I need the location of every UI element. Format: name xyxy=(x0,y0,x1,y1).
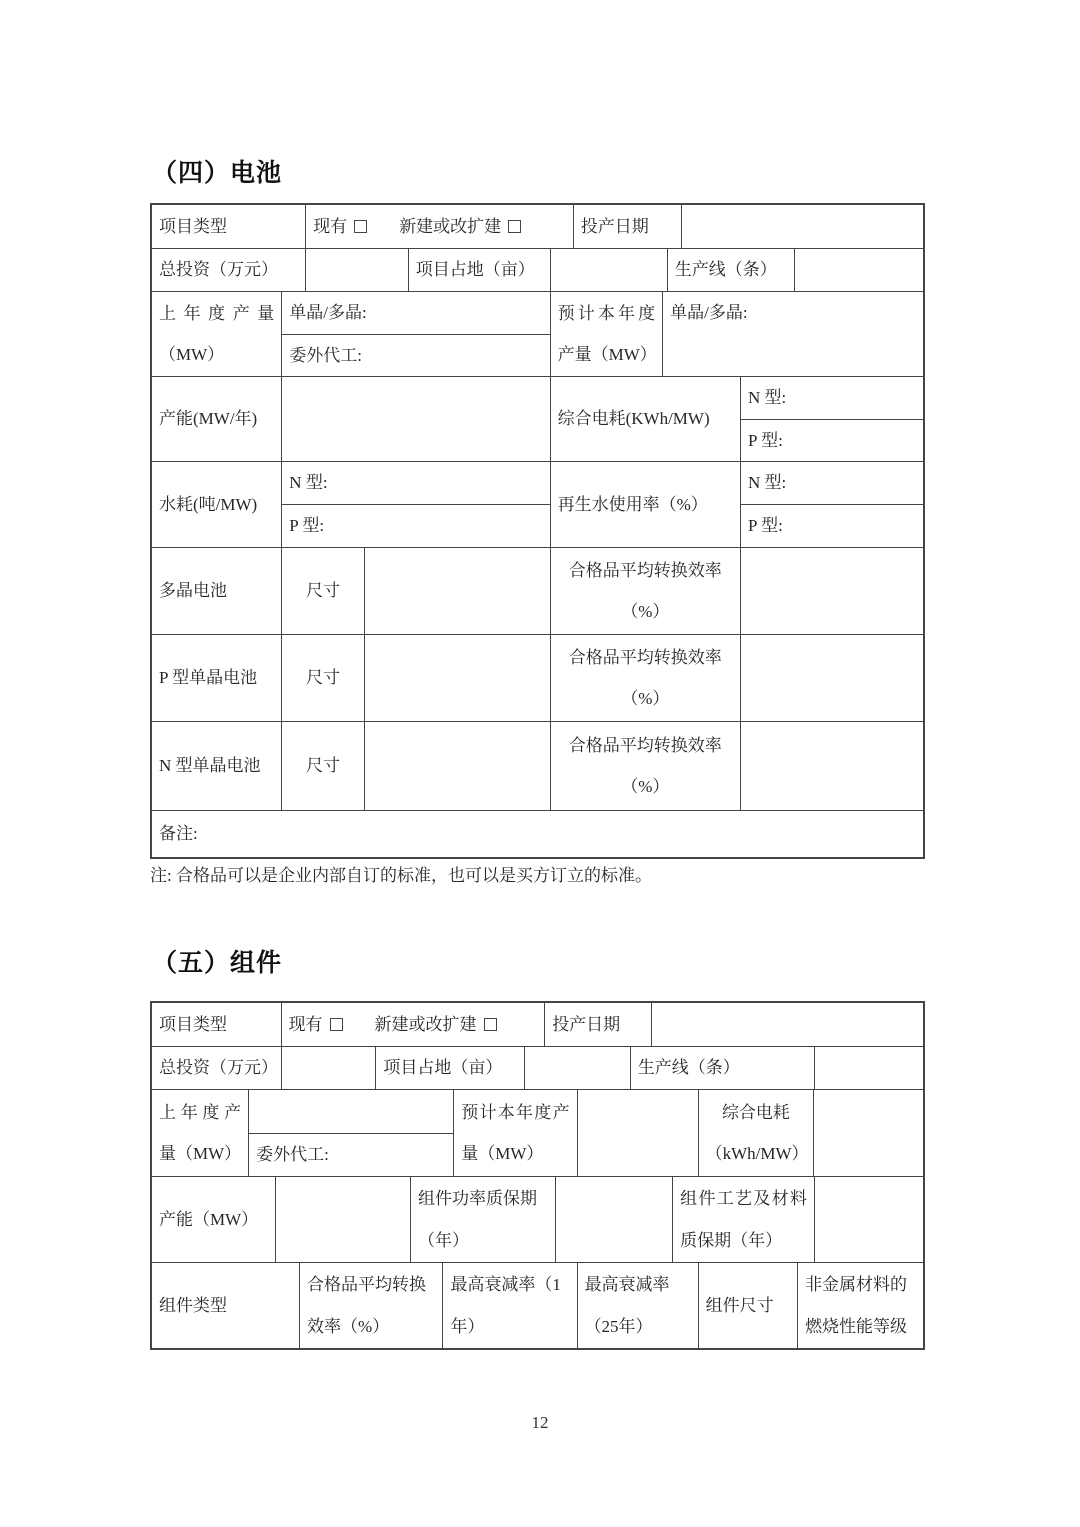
battery-expected-output-label: 预计本年度产量（MW） xyxy=(551,292,664,376)
module-existing-label: 现有 xyxy=(288,1014,323,1034)
battery-n-mono-size-field[interactable] xyxy=(365,722,551,810)
table-row xyxy=(152,205,923,248)
battery-existing-label: 现有 xyxy=(313,216,348,236)
battery-production-lines-field[interactable] xyxy=(795,249,923,291)
battery-total-investment-field[interactable] xyxy=(306,249,409,291)
module-project-type-options xyxy=(282,1003,546,1046)
battery-recycled-n-type-field[interactable]: N 型: xyxy=(748,473,787,493)
battery-commissioning-date-label: 投产日期 xyxy=(574,205,682,248)
battery-note: 注: 合格品可以是企业内部自订的标准，也可以是买方订立的标准。 xyxy=(150,866,652,885)
battery-multi-efficiency-label: 合格品平均转换效率（%） xyxy=(551,548,741,634)
table-row xyxy=(152,291,923,376)
battery-energy-consumption-cell xyxy=(741,377,923,461)
table-row xyxy=(152,721,923,810)
battery-n-mono-efficiency-label: 合格品平均转换效率（%） xyxy=(551,722,741,810)
battery-capacity-label: 产能(MW/年) xyxy=(152,377,282,461)
battery-land-area-field[interactable] xyxy=(551,249,668,291)
table-row xyxy=(152,1262,923,1348)
table-row xyxy=(152,248,923,291)
module-power-warranty-field[interactable] xyxy=(556,1177,673,1262)
battery-water-n-type-field[interactable]: N 型: xyxy=(289,473,328,493)
battery-n-mono-efficiency-field[interactable] xyxy=(741,722,923,810)
module-material-warranty-label: 组件工艺及材料质保期（年） xyxy=(673,1177,815,1262)
module-land-area-field[interactable] xyxy=(525,1047,631,1089)
battery-energy-consumption-label: 综合电耗(KWh/MW) xyxy=(551,377,741,461)
module-last-year-output-field[interactable] xyxy=(249,1090,453,1133)
module-commissioning-date-label: 投产日期 xyxy=(545,1003,652,1046)
battery-multi-size-label: 尺寸 xyxy=(282,548,364,634)
battery-recycled-water-cell xyxy=(741,462,923,547)
module-energy-consumption-field[interactable] xyxy=(814,1090,923,1176)
module-total-investment-label: 总投资（万元） xyxy=(152,1047,282,1089)
module-expected-output-field[interactable] xyxy=(578,1090,699,1176)
module-efficiency-header-label: 合格品平均转换效率（%） xyxy=(300,1263,443,1348)
battery-multi-cell-label: 多晶电池 xyxy=(152,548,282,634)
module-land-area-label: 项目占地（亩） xyxy=(376,1047,525,1089)
module-total-investment-field[interactable] xyxy=(282,1047,377,1089)
table-row xyxy=(152,810,923,857)
module-power-warranty-label: 组件功率质保期（年） xyxy=(411,1177,556,1262)
module-capacity-field[interactable] xyxy=(276,1177,411,1262)
battery-water-p-type-field[interactable]: P 型: xyxy=(282,504,549,547)
table-row xyxy=(152,461,923,547)
module-commissioning-date-field[interactable] xyxy=(652,1003,923,1046)
battery-project-type-options xyxy=(306,205,574,248)
battery-recycled-water-label: 再生水使用率（%） xyxy=(551,462,741,547)
battery-commissioning-date-field[interactable] xyxy=(682,205,923,248)
module-energy-consumption-label: 综合电耗（kWh/MW） xyxy=(699,1090,815,1176)
module-material-warranty-field[interactable] xyxy=(815,1177,923,1262)
battery-table xyxy=(150,203,925,859)
battery-recycled-p-type-field[interactable]: P 型: xyxy=(741,504,923,547)
battery-water-consumption-cell xyxy=(282,462,550,547)
battery-total-investment-label: 总投资（万元） xyxy=(152,249,306,291)
battery-project-type-label: 项目类型 xyxy=(152,205,306,248)
table-row xyxy=(152,634,923,721)
module-degradation-25y-label: 最高衰减率（25年） xyxy=(578,1263,699,1348)
module-outsourcing-field[interactable]: 委外代工: xyxy=(249,1133,453,1177)
battery-last-year-output-cell xyxy=(282,292,550,376)
battery-p-mono-cell-label: P 型单晶电池 xyxy=(152,635,282,721)
battery-n-mono-size-label: 尺寸 xyxy=(282,722,364,810)
battery-p-mono-efficiency-label: 合格品平均转换效率（%） xyxy=(551,635,741,721)
battery-existing-checkbox[interactable] xyxy=(354,220,367,233)
table-row xyxy=(152,376,923,461)
battery-capacity-field[interactable] xyxy=(282,377,550,461)
table-row xyxy=(152,547,923,634)
battery-outsourcing-field[interactable]: 委外代工: xyxy=(282,334,549,377)
table-row xyxy=(152,1046,923,1089)
module-production-lines-label: 生产线（条） xyxy=(631,1047,815,1089)
battery-new-expand-label: 新建或改扩建 xyxy=(399,216,502,236)
battery-water-consumption-label: 水耗(吨/MW) xyxy=(152,462,282,547)
module-section-heading: （五）组件 xyxy=(152,950,283,977)
module-last-year-output-cell xyxy=(249,1090,454,1176)
table-row xyxy=(152,1176,923,1262)
battery-p-mono-size-field[interactable] xyxy=(365,635,551,721)
battery-land-area-label: 项目占地（亩） xyxy=(409,249,551,291)
battery-p-mono-efficiency-field[interactable] xyxy=(741,635,923,721)
battery-p-mono-size-label: 尺寸 xyxy=(282,635,364,721)
module-degradation-1y-label: 最高衰减率（1年） xyxy=(443,1263,577,1348)
battery-expected-mono-multi-field[interactable]: 单晶/多晶: xyxy=(670,303,748,322)
module-expected-output-label: 预计本年度产量（MW） xyxy=(454,1090,577,1176)
module-size-label: 组件尺寸 xyxy=(699,1263,798,1348)
page-number: 12 xyxy=(531,1413,549,1432)
module-project-type-label: 项目类型 xyxy=(152,1003,282,1046)
module-last-year-output-label: 上年度产量（MW） xyxy=(152,1090,249,1176)
table-row xyxy=(152,1003,923,1046)
module-capacity-label: 产能（MW） xyxy=(152,1177,276,1262)
table-row xyxy=(152,1089,923,1176)
battery-remarks-field[interactable]: 备注: xyxy=(159,824,198,844)
battery-last-year-mono-multi-field[interactable]: 单晶/多晶: xyxy=(289,303,367,323)
module-new-expand-checkbox[interactable] xyxy=(484,1018,497,1031)
battery-production-lines-label: 生产线（条） xyxy=(668,249,795,291)
battery-multi-size-field[interactable] xyxy=(365,548,551,634)
battery-energy-n-type-field[interactable]: N 型: xyxy=(748,388,787,408)
module-production-lines-field[interactable] xyxy=(815,1047,923,1089)
battery-section-heading: （四）电池 xyxy=(152,160,283,187)
battery-last-year-output-label: 上年度产量（MW） xyxy=(152,292,282,376)
module-fire-rating-label: 非金属材料的燃烧性能等级 xyxy=(805,1275,908,1336)
battery-n-mono-cell-label: N 型单晶电池 xyxy=(152,722,282,810)
battery-new-expand-checkbox[interactable] xyxy=(508,220,521,233)
module-new-expand-label: 新建或改扩建 xyxy=(374,1014,477,1034)
module-type-label: 组件类型 xyxy=(152,1263,300,1348)
module-table xyxy=(150,1001,925,1350)
battery-energy-p-type-field[interactable]: P 型: xyxy=(741,419,923,462)
battery-multi-efficiency-field[interactable] xyxy=(741,548,923,634)
module-existing-checkbox[interactable] xyxy=(330,1018,343,1031)
